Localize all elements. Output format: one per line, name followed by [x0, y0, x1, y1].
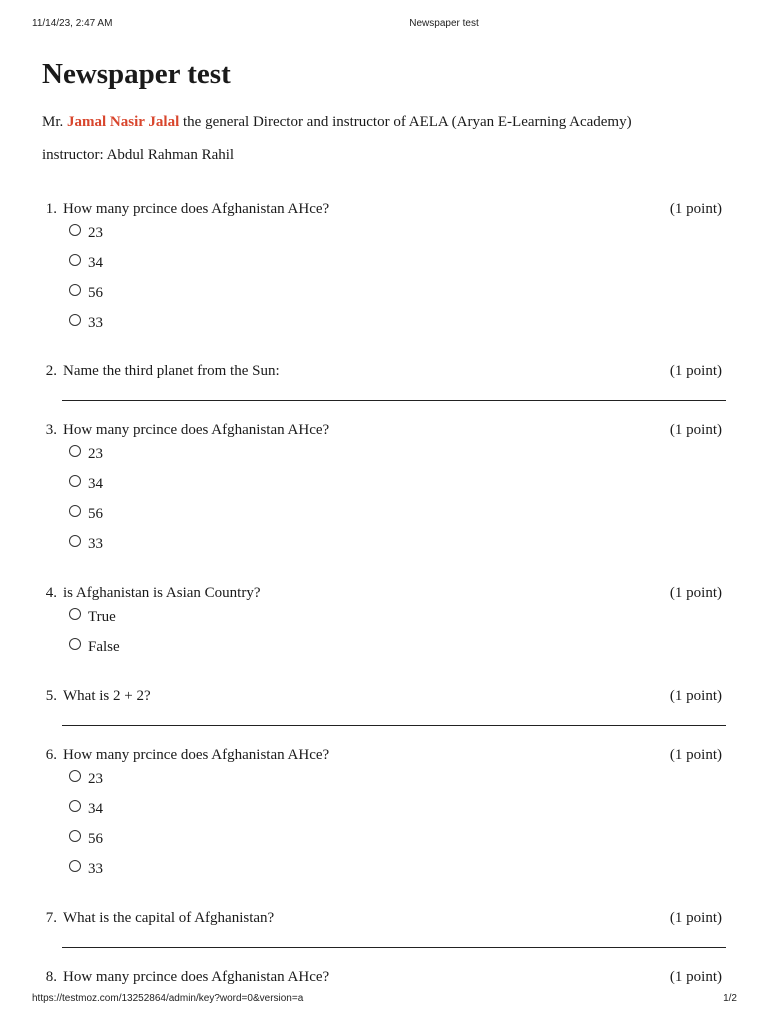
option-label: True	[88, 609, 116, 625]
option-label: 23	[88, 446, 103, 462]
answer-option[interactable]	[42, 794, 724, 824]
answer-option[interactable]	[42, 824, 724, 854]
question-text: How many prcince does Afghanistan AHce?	[63, 747, 330, 763]
option-label: 56	[88, 506, 103, 522]
answer-option[interactable]	[42, 632, 724, 662]
question-number: 5.	[45, 688, 57, 704]
question-header	[42, 909, 724, 927]
radio-button[interactable]	[69, 608, 81, 620]
option-label: 56	[88, 285, 103, 301]
radio-button[interactable]	[69, 284, 81, 296]
intro-suffix: the general Director and instructor of AELA (Aryan E-Learning Academy)	[179, 114, 632, 130]
radio-button[interactable]	[69, 770, 81, 782]
option-label: 34	[88, 801, 103, 817]
intro-prefix: Mr.	[42, 114, 68, 130]
answer-option[interactable]	[42, 308, 724, 338]
radio-button[interactable]	[69, 254, 81, 266]
print-datetime: 11/14/23, 2:47 AM	[32, 18, 113, 29]
print-footer	[0, 993, 768, 1007]
option-label: False	[88, 639, 120, 655]
option-label: 33	[88, 315, 103, 331]
question-2	[42, 362, 724, 380]
question-header	[42, 362, 724, 380]
intro-description	[42, 113, 632, 131]
option-label: 23	[88, 771, 103, 787]
question-points: (1 point)	[669, 585, 722, 601]
radio-button[interactable]	[69, 535, 81, 547]
answer-option[interactable]	[42, 499, 724, 529]
answer-option[interactable]	[42, 218, 724, 248]
question-header	[42, 746, 724, 764]
question-points: (1 point)	[669, 747, 722, 763]
question-6	[42, 746, 724, 884]
answer-option[interactable]	[42, 469, 724, 499]
radio-button[interactable]	[69, 314, 81, 326]
question-header	[42, 968, 724, 986]
print-header	[0, 18, 768, 32]
radio-button[interactable]	[69, 830, 81, 842]
answer-options	[42, 218, 724, 338]
radio-button[interactable]	[69, 860, 81, 872]
instructor-line: instructor: Abdul Rahman Rahil	[42, 147, 235, 163]
question-text: What is the capital of Afghanistan?	[63, 910, 275, 926]
question-number: 3.	[45, 422, 57, 438]
answer-option[interactable]	[42, 764, 724, 794]
radio-button[interactable]	[69, 638, 81, 650]
answer-option[interactable]	[42, 278, 724, 308]
radio-button[interactable]	[69, 224, 81, 236]
question-points: (1 point)	[669, 688, 722, 704]
question-text: is Afghanistan is Asian Country?	[63, 585, 261, 601]
answer-option[interactable]	[42, 854, 724, 884]
test-content	[42, 56, 726, 985]
question-header	[42, 687, 724, 705]
question-text: How many prcince does Afghanistan AHce?	[63, 969, 330, 985]
radio-button[interactable]	[69, 475, 81, 487]
question-number: 8.	[45, 969, 57, 985]
question-points: (1 point)	[669, 363, 722, 379]
question-header	[42, 421, 724, 439]
answer-line[interactable]	[62, 725, 726, 726]
question-header	[42, 584, 724, 602]
page-number: 1/2	[723, 993, 737, 1004]
question-text: What is 2 + 2?	[63, 688, 151, 704]
answer-option[interactable]	[42, 439, 724, 469]
print-url: https://testmoz.com/13252864/admin/key?word=0&version=a	[32, 993, 304, 1004]
page-title: Newspaper test	[42, 58, 231, 90]
print-doc-title: Newspaper test	[409, 18, 479, 29]
question-text: How many prcince does Afghanistan AHce?	[63, 422, 330, 438]
radio-button[interactable]	[69, 505, 81, 517]
question-points: (1 point)	[669, 422, 722, 438]
option-label: 33	[88, 536, 103, 552]
answer-option[interactable]	[42, 248, 724, 278]
question-points: (1 point)	[669, 910, 722, 926]
question-5	[42, 687, 724, 705]
question-4	[42, 584, 724, 662]
option-label: 33	[88, 861, 103, 877]
question-number: 1.	[45, 201, 57, 217]
radio-button[interactable]	[69, 445, 81, 457]
answer-option[interactable]	[42, 529, 724, 559]
question-number: 2.	[45, 363, 57, 379]
answer-line[interactable]	[62, 400, 726, 401]
answer-options	[42, 439, 724, 559]
option-label: 56	[88, 831, 103, 847]
director-name: Jamal Nasir Jalal	[67, 114, 180, 130]
question-7	[42, 909, 724, 927]
question-text: How many prcince does Afghanistan AHce?	[63, 201, 330, 217]
question-number: 7.	[45, 910, 57, 926]
option-label: 23	[88, 225, 103, 241]
answer-line[interactable]	[62, 947, 726, 948]
question-points: (1 point)	[669, 201, 722, 217]
question-3	[42, 421, 724, 559]
option-label: 34	[88, 255, 103, 271]
question-text: Name the third planet from the Sun:	[63, 363, 280, 379]
option-label: 34	[88, 476, 103, 492]
question-header	[42, 200, 724, 218]
question-number: 6.	[45, 747, 57, 763]
answer-options	[42, 602, 724, 662]
question-points: (1 point)	[669, 969, 722, 985]
radio-button[interactable]	[69, 800, 81, 812]
question-1	[42, 200, 724, 338]
question-8	[42, 968, 724, 986]
answer-option[interactable]	[42, 602, 724, 632]
question-number: 4.	[45, 585, 57, 601]
answer-options	[42, 764, 724, 884]
